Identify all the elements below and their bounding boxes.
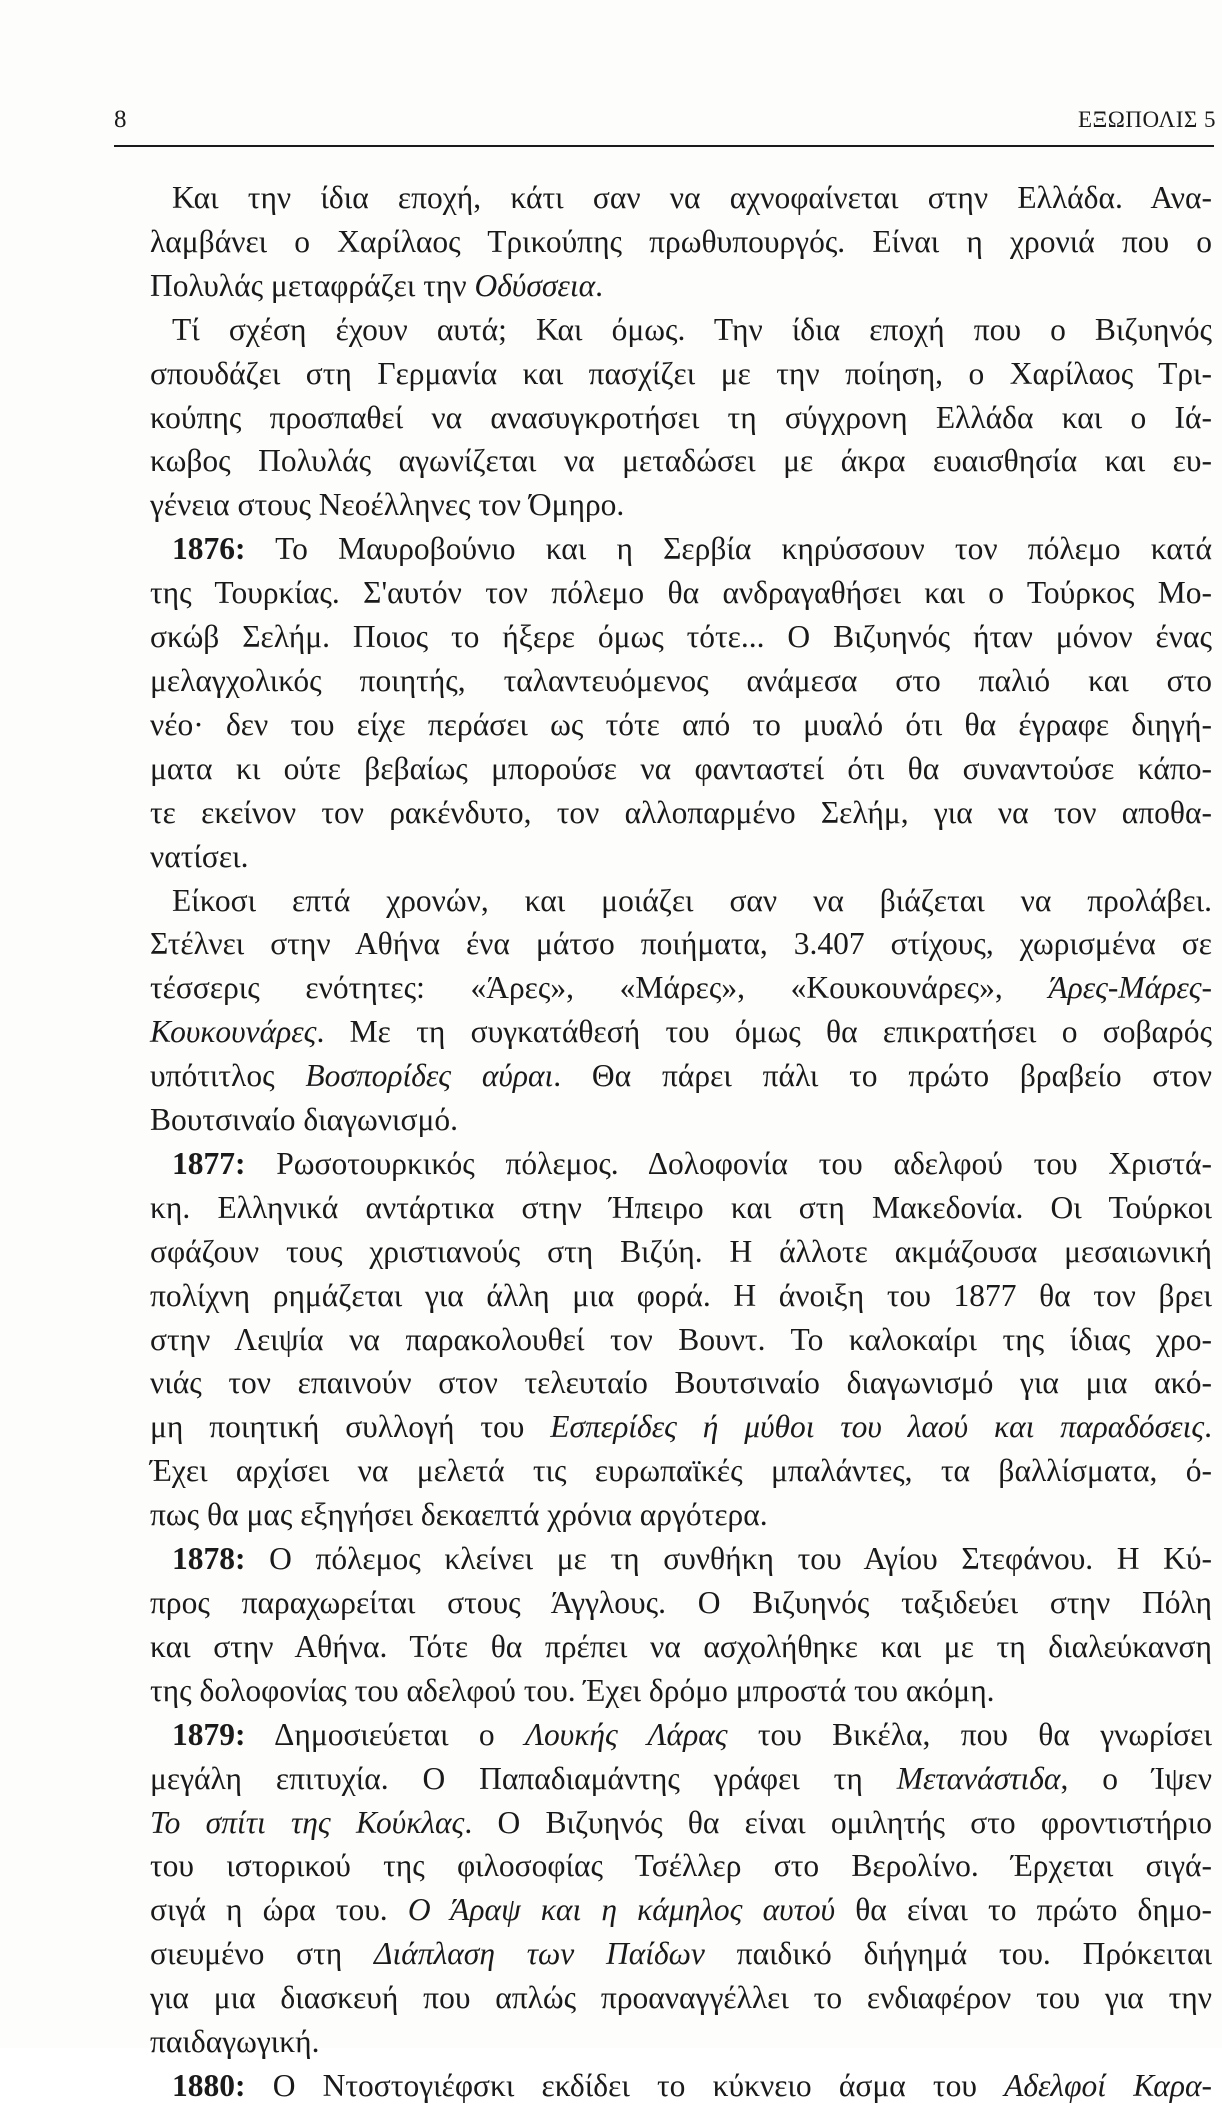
year-label: 1877: [172, 1145, 246, 1181]
text-line [150, 352, 1212, 396]
text-line [150, 1537, 1212, 1581]
text-segment: Και την ίδια εποχή, κάτι σαν να αχνοφαίνεται στην Ελλάδα. Ανα- [172, 180, 1212, 215]
text-line [150, 1976, 1212, 2020]
text-segment: του ιστορικού της φιλοσοφίας Τσέλλερ στο Βερολίνο. Έρχεται σιγά- [150, 1848, 1212, 1884]
italic-title: Εσπερίδες ή μύθοι του λαού και παραδόσεις [550, 1409, 1205, 1445]
text-segment: Πολυλάς μεταφράζει την [150, 267, 475, 303]
italic-title: Λουκής Λάρας [525, 1716, 728, 1752]
text-segment: σφάζουν τους χριστιανούς στη Βιζύη. Η άλλοτε ακμάζουσα μεσαιωνική [150, 1233, 1212, 1269]
text-line [150, 1713, 1212, 1757]
text-segment: παιδικό διήγημά του. Πρόκειται [704, 1936, 1212, 1972]
text-segment: . Ο Βιζυηνός θα είναι ομιλητής στο φροντιστήριο [464, 1804, 1212, 1840]
text-segment: λαμβάνει ο Χαρίλαος Τρικούπης πρωθυπουργός. Είναι η χρονιά που ο [150, 223, 1212, 259]
text-line [150, 1493, 1212, 1537]
text-segment: Βουτσιναίο διαγωνισμό. [150, 1102, 459, 1138]
text-line [150, 1098, 1212, 1142]
text-segment: Ο Ντοστογιέφσκι εκδίδει το κύκνειο άσμα του [245, 2067, 1005, 2103]
text-segment: υπότιτλος [150, 1058, 306, 1094]
italic-title: Ο Άραψ και η κάμηλος αυτού [407, 1892, 836, 1928]
text-line [150, 879, 1212, 923]
text-segment: ματα κι ούτε βεβαίως μπορούσε να φανταστεί ότι θα συναντούσε κάπο- [150, 750, 1212, 786]
text-line [150, 1405, 1212, 1449]
text-line [150, 2020, 1212, 2064]
text-line [150, 2064, 1212, 2108]
italic-title: Διάπλαση των Παίδων [374, 1936, 705, 1972]
journal-title: ΕΞΩΠΟΛΙΣ 5 [1077, 107, 1216, 132]
text-line [150, 220, 1212, 264]
text-line [150, 527, 1212, 571]
text-line [150, 1142, 1212, 1186]
text-line [150, 1010, 1212, 1054]
text-line [150, 1932, 1212, 1976]
text-line [150, 439, 1212, 483]
text-segment: Είκοσι επτά χρονών, και μοιάζει σαν να βιάζεται να προλάβει. [172, 882, 1212, 918]
italic-title: Το σπίτι της Κούκλας [150, 1804, 465, 1840]
text-line [150, 1318, 1212, 1362]
text-line [150, 1186, 1212, 1230]
text-line [150, 922, 1212, 966]
text-segment: στην Λειψία να παρακολουθεί τον Βουντ. Το καλοκαίρι της ίδιας χρο- [150, 1321, 1212, 1357]
text-line [150, 264, 1212, 308]
page-number: 8 [114, 106, 127, 133]
text-line [150, 1888, 1212, 1932]
text-segment: . [595, 267, 603, 303]
text-segment: μελαγχολικός ποιητής, ταλαντευόμενος ανάμεσα στο παλιό και στο [150, 662, 1212, 698]
text-segment: νατίσει. [150, 838, 249, 874]
text-line [150, 1361, 1212, 1405]
text-line [150, 1230, 1212, 1274]
text-segment: τε εκείνον τον ρακένδυτο, τον αλλοπαρμένο Σελήμ, για να τον αποθα- [150, 794, 1212, 830]
text-line [150, 176, 1212, 220]
text-line [150, 1274, 1212, 1318]
text-segment: κη. Ελληνικά αντάρτικα στην Ήπειρο και στη Μακεδονία. Οι Τούρκοι [150, 1189, 1212, 1225]
text-line [150, 1801, 1212, 1845]
text-line [150, 659, 1212, 703]
italic-title: Βοσπορίδες αύραι [305, 1058, 554, 1094]
text-segment: για μια διασκευή που απλώς προαναγγέλλει το ενδιαφέρον του για την [150, 1980, 1212, 2016]
text-segment: . Με τη συγκατάθεσή του όμως θα επικρατήσει ο σοβαρός [316, 1014, 1212, 1050]
text-segment: , ο Ίψεν [1060, 1760, 1212, 1796]
text-segment: τέσσερις ενότητες: «Άρες», «Μάρες», «Κουκουνάρες», [150, 970, 1049, 1006]
text-segment: του Βικέλα, που θα γνωρίσει [727, 1716, 1212, 1752]
text-segment: . Θα πάρει πάλι το πρώτο βραβείο στον [553, 1058, 1212, 1094]
text-segment: Το Μαυροβούνιο και η Σερβία κηρύσσουν τον πόλεμο κατά [245, 531, 1212, 567]
text-segment: Τί σχέση έχουν αυτά; Και όμως. Την ίδια εποχή που ο Βιζυηνός [172, 311, 1212, 347]
text-line [150, 703, 1212, 747]
italic-title: Οδύσσεια [474, 267, 596, 303]
year-label: 1879: [172, 1716, 246, 1752]
text-line [150, 791, 1212, 835]
text-segment: παιδαγωγική. [150, 2024, 320, 2060]
text-line [150, 1581, 1212, 1625]
year-label: 1880: [172, 2067, 246, 2103]
text-segment: σιευμένο στη [150, 1936, 375, 1972]
text-line [150, 1054, 1212, 1098]
body-text [150, 176, 1212, 2108]
year-label: 1878: [172, 1541, 246, 1577]
text-segment: Ρωσοτουρκικός πόλεμος. Δολοφονία του αδελφού του Χριστά- [245, 1145, 1212, 1181]
text-segment: γένεια στους Νεοέλληνες τον Όμηρο. [150, 487, 625, 523]
text-line [150, 747, 1212, 791]
text-line [150, 483, 1212, 527]
text-segment: Ο πόλεμος κλείνει με τη συνθήκη του Αγίου Στεφάνου. Η Κύ- [245, 1541, 1212, 1577]
text-line [150, 308, 1212, 352]
text-segment: . [1204, 1409, 1212, 1445]
text-segment: θα είναι το πρώτο δημο- [835, 1892, 1212, 1928]
text-line [150, 1449, 1212, 1493]
text-segment: κωβος Πολυλάς αγωνίζεται να μεταδώσει με άκρα ευαισθησία και ευ- [150, 443, 1212, 479]
text-line [150, 571, 1212, 615]
text-line [150, 1844, 1212, 1888]
text-segment: της Τουρκίας. Σ'αυτόν τον πόλεμο θα ανδραγαθήσει και ο Τούρκος Μο- [150, 575, 1212, 611]
text-segment: σιγά η ώρα του. [150, 1892, 408, 1928]
text-segment: πολίχνη ρημάζεται για άλλη μια φορά. Η άνοιξη του 1877 θα τον βρει [150, 1277, 1212, 1313]
italic-title: Κουκουνάρες [150, 1014, 317, 1050]
text-line [150, 615, 1212, 659]
text-segment: και στην Αθήνα. Τότε θα πρέπει να ασχολήθηκε και με τη διαλεύκανση [150, 1628, 1212, 1664]
page-header [114, 100, 1216, 140]
text-segment: Δημοσιεύεται ο [245, 1716, 525, 1752]
text-segment: μη ποιητική συλλογή του [150, 1409, 551, 1445]
text-segment: νέο· δεν του είχε περάσει ως τότε από το μυαλό ότι θα έγραφε διηγή- [150, 706, 1212, 742]
text-line [150, 1757, 1212, 1801]
year-label: 1876: [172, 531, 246, 567]
text-segment: Στέλνει στην Αθήνα ένα μάτσο ποιήματα, 3.407 στίχους, χωρισμένα σε [150, 926, 1212, 962]
text-line [150, 1625, 1212, 1669]
text-segment: σκώβ Σελήμ. Ποιος το ήξερε όμως τότε... Ο Βιζυηνός ήταν μόνον ένας [150, 619, 1212, 655]
text-segment: Έχει αρχίσει να μελετά τις ευρωπαϊκές μπαλάντες, τα βαλλίσματα, ό- [150, 1453, 1212, 1489]
italic-title: Αδελφοί Καρα- [1004, 2067, 1212, 2103]
header-rule [114, 145, 1214, 147]
text-segment: της δολοφονίας του αδελφού του. Έχει δρόμο μπροστά του ακόμη. [150, 1672, 995, 1708]
text-line [150, 966, 1212, 1010]
text-segment: σπουδάζει στη Γερμανία και πασχίζει με την ποίηση, ο Χαρίλαος Τρι- [150, 355, 1212, 391]
italic-title: Άρες-Μάρες- [1048, 970, 1212, 1006]
text-segment: πως θα μας εξηγήσει δεκαεπτά χρόνια αργότερα. [150, 1497, 768, 1533]
text-segment: νιάς τον επαινούν στον τελευταίο Βουτσιναίο διαγωνισμό για μια ακό- [150, 1365, 1212, 1401]
text-line [150, 396, 1212, 440]
text-line [150, 1669, 1212, 1713]
text-segment: κούπης προσπαθεί να ανασυγκροτήσει τη σύγχρονη Ελλάδα και ο Ιά- [150, 399, 1212, 435]
text-segment: προς παραχωρείται στους Άγγλους. Ο Βιζυηνός ταξιδεύει στην Πόλη [150, 1585, 1212, 1620]
italic-title: Μετανάστιδα [896, 1760, 1061, 1796]
text-line [150, 835, 1212, 879]
text-segment: μεγάλη επιτυχία. Ο Παπαδιαμάντης γράφει τη [150, 1760, 897, 1796]
